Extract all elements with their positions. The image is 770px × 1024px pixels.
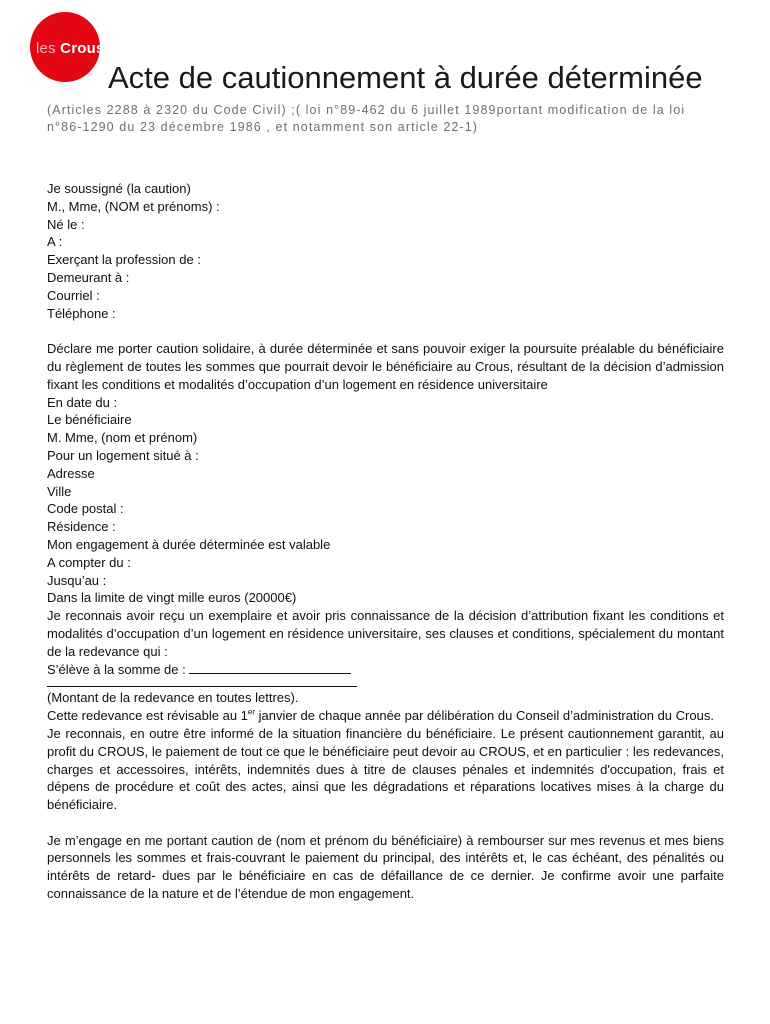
beneficiary-field: Résidence : [47,519,116,535]
amount-label: S’élève à la somme de : [47,661,186,677]
caution-field: Né le : [47,216,85,232]
logo-prefix: les [36,40,56,57]
legal-reference: (Articles 2288 à 2320 du Code Civil) ;( loi n°89-462 du 6 juillet 1989portant modification de la loi n°86-1290 du 23 décembre 1986 , et notamment son article 22-1) [47,103,686,134]
amount-blank [189,661,351,674]
guarantee-paragraph: Je reconnais, en outre être informé de la situation financière du bénéficiaire. Le présent cautionnement garantit, au profit du CROUS, le paiement de tout ce que le bénéficiaire peut devoir au CROUS, et en particulier : les redevances, charges et accessoires, intérêts, indemnités dues à titre de clauses pénales et indemnités d'occupation, frais et dépens de procédure et coût des actes, ainsi que les dégradations et réparations locatives mises à la charge du bénéficiaire. [47,725,724,813]
revision-text-before: Cette redevance est révisable au 1 [47,708,248,724]
logo-name: Crous [60,40,105,57]
revision-text-after: janvier de chaque année par délibération du Conseil d’administration du Crous. [255,708,714,724]
beneficiary-field: M. Mme, (nom et prénom) [47,430,198,446]
beneficiary-section [47,394,724,608]
spacer [47,814,724,832]
caution-field: Exerçant la profession de : [47,252,201,268]
document-title: Acte de cautionnement à durée déterminée [108,60,703,95]
revision-paragraph [47,707,724,725]
caution-field: Demeurant à : [47,269,130,285]
caution-field: Courriel : [47,287,100,303]
caution-field: Téléphone : [47,305,116,321]
beneficiary-field: Ville [47,483,72,499]
spacer [47,322,724,340]
amount-letters-blank [47,678,357,687]
revision-superscript: er [247,707,256,717]
beneficiary-field: Adresse [47,465,95,481]
commitment-paragraph: Je m’engage en me portant caution de (nom et prénom du bénéficiaire) à rembourser sur mes revenus et mes biens personnels les sommes et frais-couvrant le paiement du principal, des intérêts et, le cas échéant, des pénalités ou intérêts de retard- dues par le bénéficiaire en cas de défaillance de ce dernier. Je confirme avoir une parfaite connaissance de la nature et de l’étendue de mon engagement. [47,832,724,902]
acknowledgement-paragraph: Je reconnais avoir reçu un exemplaire et avoir pris connaissance de la décision d’attribution fixant les conditions et modalités d’occupation d’un logement en résidence universitaire, ses clauses et conditions, spécialement du montant de la redevance qui : [47,608,724,659]
beneficiary-field: Jusqu’au : [47,572,107,588]
logo-text [36,40,105,57]
beneficiary-field: A compter du : [47,554,131,570]
beneficiary-field: Dans la limite de vingt mille euros (20000€) [47,590,297,606]
amount-line [47,661,724,679]
caution-field: Je soussigné (la caution) [47,181,191,196]
beneficiary-field: Code postal : [47,501,124,517]
declaration-paragraph: Déclare me porter caution solidaire, à durée déterminée et sans pouvoir exiger la poursuite préalable du bénéficiaire du règlement de toutes les sommes que pourrait devoir le bénéficiaire au Crous, résultant de la décision d’admission fixant les conditions et modalités d’occupation d’un logement en résidence universitaire [47,341,724,392]
beneficiary-field: Pour un logement situé à : [47,447,199,463]
caution-section [47,180,724,322]
beneficiary-field: En date du : [47,394,118,410]
beneficiary-field: Le bénéficiaire [47,412,132,428]
document-body [47,180,724,903]
amount-letters-caption: (Montant de la redevance en toutes lettres). [47,690,299,706]
beneficiary-field: Mon engagement à durée déterminée est valable [47,536,331,552]
crous-logo [30,12,105,82]
caution-field: M., Mme, (NOM et prénoms) : [47,198,220,214]
caution-field: A : [47,234,63,250]
